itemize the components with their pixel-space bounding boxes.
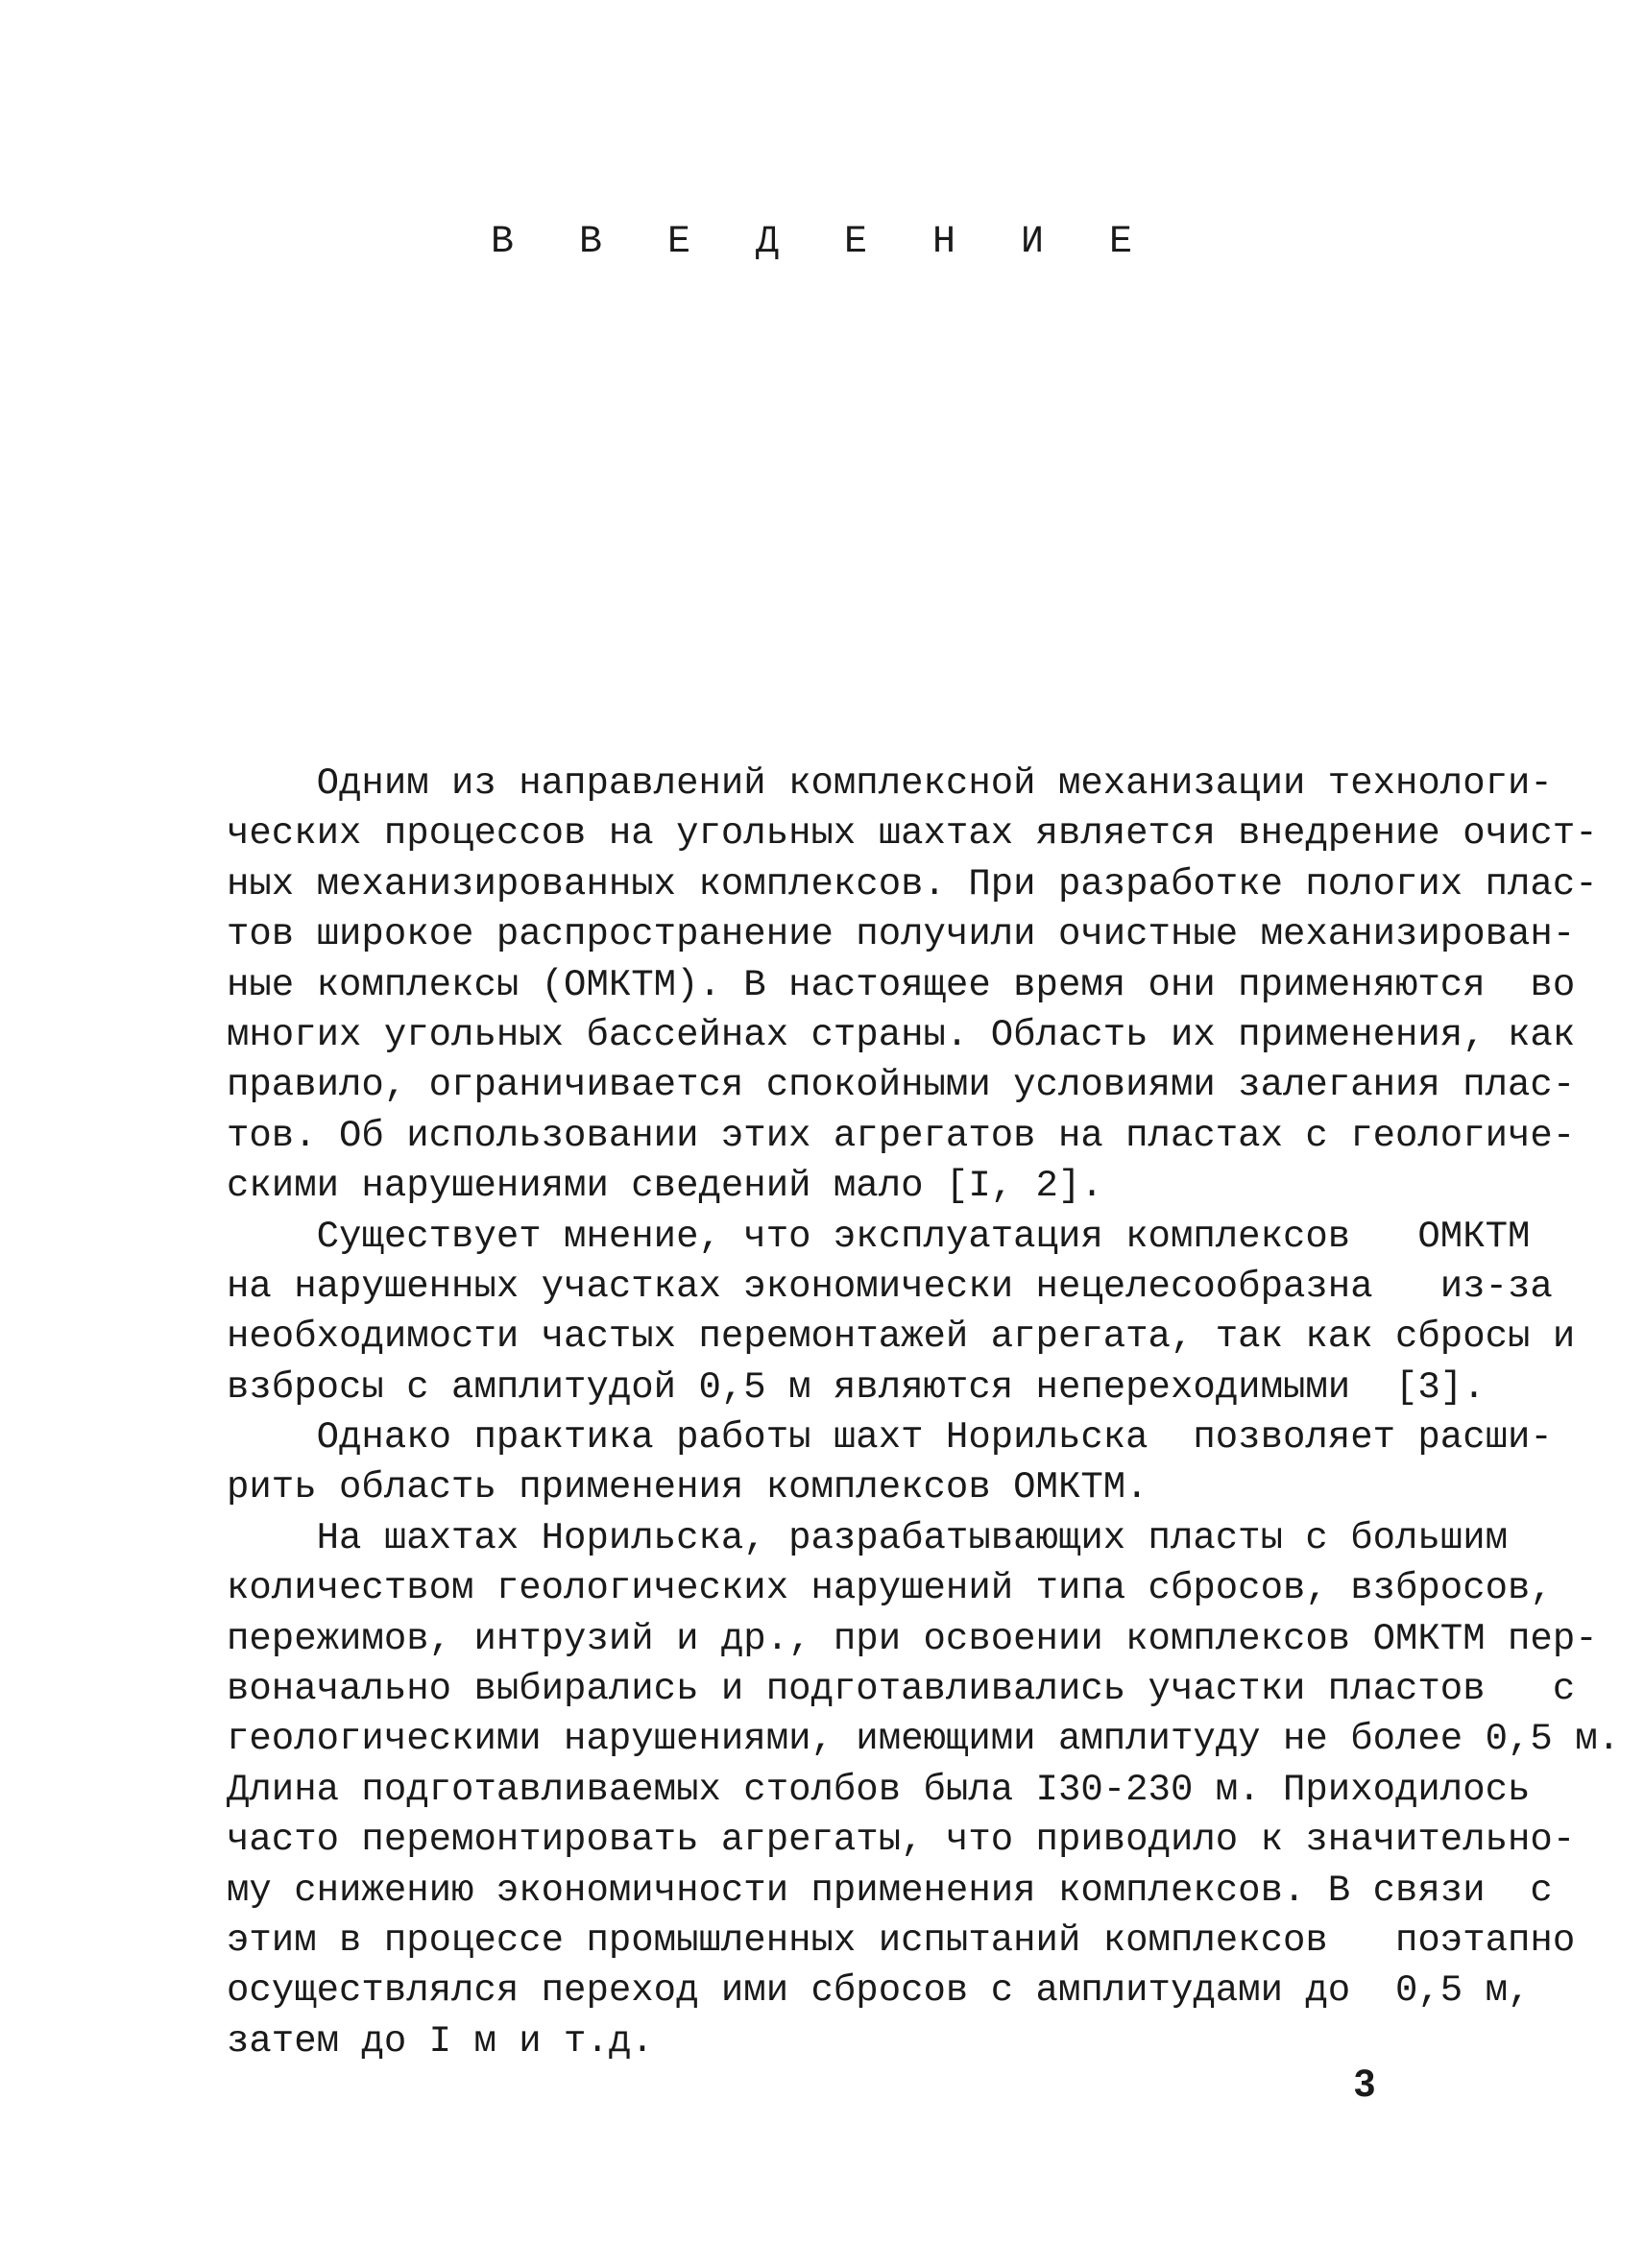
text-line: ных механизированных комплексов. При разработке пологих плас- — [227, 862, 1598, 905]
text-line: Одним из направлений комплексной механизации технологи- — [227, 762, 1553, 805]
text-line: этим в процессе промышленных испытаний комплексов поэтапно — [227, 1918, 1576, 1962]
text-line: на нарушенных участках экономически нецелесообразна из-за — [227, 1265, 1553, 1308]
text-line: тов. Об использовании этих агрегатов на пластах с геологиче- — [227, 1114, 1576, 1157]
text-line: затем до I м и т.д. — [227, 2019, 654, 2063]
text-line: взбросы с амплитудой 0,5 м являются непереходимыми [3]. — [227, 1365, 1486, 1409]
text-line: тов широкое распространение получили очистные механизирован- — [227, 913, 1576, 956]
text-line: многих угольных бассейнах страны. Область их применения, как — [227, 1013, 1576, 1056]
text-line: геологическими нарушениями, имеющими амплитуду не более 0,5 м. — [227, 1718, 1621, 1761]
text-line: рить область применения комплексов ОМКТМ. — [227, 1466, 1148, 1509]
body-text — [227, 759, 1621, 2066]
text-line: ческих процессов на угольных шахтах является внедрение очист- — [227, 812, 1598, 856]
text-line: Существует мнение, что эксплуатация комплексов ОМКТМ — [227, 1215, 1531, 1258]
text-line: количеством геологических нарушений типа сбросов, взбросов, — [227, 1567, 1553, 1610]
text-line: ные комплексы (ОМКТМ). В настоящее время они применяются во — [227, 963, 1576, 1006]
text-line: необходимости частых перемонтажей агрегата, так как сбросы и — [227, 1315, 1576, 1359]
text-line: правило, ограничивается спокойными условиями залегания плас- — [227, 1064, 1576, 1107]
text-line: На шахтах Норильска, разрабатывающих пласты с большим — [227, 1516, 1509, 1559]
page-number: 3 — [1354, 2063, 1376, 2105]
text-line: воначально выбирались и подготавливались участки пластов с — [227, 1668, 1576, 1711]
text-line: му снижению экономичности применения комплексов. В связи с — [227, 1869, 1553, 1912]
text-line: осуществлялся переход ими сбросов с амплитудами до 0,5 м, — [227, 1969, 1531, 2013]
text-line: часто перемонтировать агрегаты, что приводило к значительно- — [227, 1819, 1576, 1862]
text-line: Длина подготавливаемых столбов была I30-230 м. Приходилось — [227, 1768, 1531, 1811]
text-line: Однако практика работы шахт Норильска позволяет расши- — [227, 1416, 1553, 1460]
text-line: скими нарушениями сведений мало [I, 2]. — [227, 1165, 1103, 1208]
text-line: пережимов, интрузий и др., при освоении комплексов ОМКТМ пер- — [227, 1617, 1598, 1660]
page-title: В В Е Д Е Н И Е — [490, 221, 1154, 264]
